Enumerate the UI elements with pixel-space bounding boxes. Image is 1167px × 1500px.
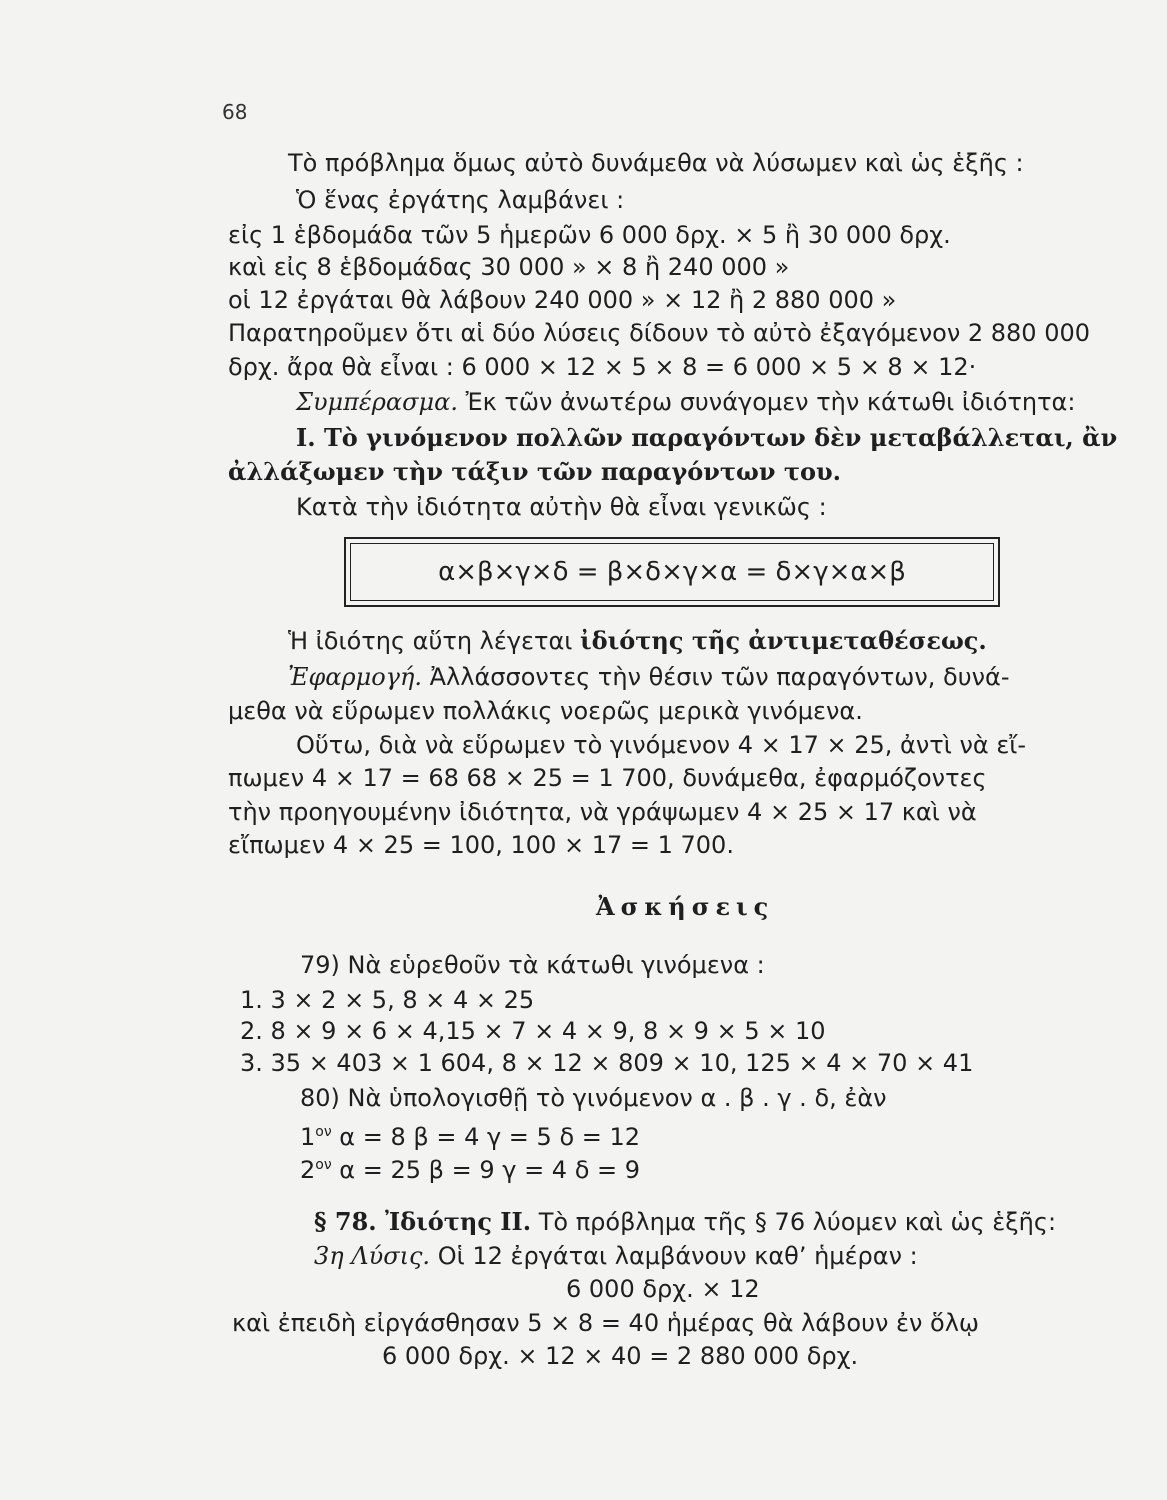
bold-statement-line: ἀλλάξωμεν τὴν τάξιν τῶν παραγόντων του.: [228, 457, 842, 486]
exercise-line: 1. 3 × 2 × 5, 8 × 4 × 25: [240, 986, 535, 1014]
text-line: μεθα νὰ εὕρωμεν πολλάκις νοερῶς μερικὰ γινόμενα.: [228, 697, 863, 725]
text-span: Ἐκ τῶν ἀνωτέρω συνάγομεν τὴν κάτωθι ἰδιότητα:: [457, 388, 1076, 416]
ordinal-suffix: ον: [315, 1157, 332, 1173]
exercise-line: 80) Νὰ ὑπολογισθῇ τὸ γινόμενον α . β . γ . δ, ἐὰν: [300, 1084, 887, 1112]
text-span: 1: [300, 1123, 316, 1151]
text-line: δρχ. ἄρα θὰ εἶναι : 6 000 × 12 × 5 × 8 = 6 000 × 5 × 8 × 12·: [228, 353, 977, 381]
text-span: 2: [300, 1156, 316, 1184]
exercise-line: 2. 8 × 9 × 6 × 4,15 × 7 × 4 × 9, 8 × 9 × 5 × 10: [240, 1017, 826, 1045]
text-line: [314, 1241, 918, 1271]
text-line: εἰς 1 ἑβδομάδα τῶν 5 ἡμερῶν 6 000 δρχ. × 5 ἢ 30 000 δρχ.: [228, 221, 951, 249]
exercise-line: 3. 35 × 403 × 1 604, 8 × 12 × 809 × 10, 125 × 4 × 70 × 41: [240, 1049, 974, 1077]
text-line: [314, 1207, 1056, 1237]
text-line: [296, 387, 1075, 417]
text-span: Τὸ πρόβλημα τῆς § 76 λύομεν καὶ ὡς ἑξῆς:: [531, 1208, 1057, 1236]
section-title: § 78. Ἰδιότης ΙΙ.: [314, 1207, 532, 1236]
text-line: Τὸ πρόβλημα ὅμως αὐτὸ δυνάμεθα νὰ λύσωμεν καὶ ὡς ἑξῆς :: [288, 149, 1024, 177]
bold-statement-line: Ι. Τὸ γινόμενον πολλῶν παραγόντων δὲν μεταβάλλεται, ἂν: [296, 423, 1118, 452]
text-span: α = 25 β = 9 γ = 4 δ = 9: [331, 1156, 641, 1184]
text-span: Ἀλλάσσοντες τὴν θέσιν τῶν παραγόντων, δυνά-: [422, 663, 1010, 691]
text-span: α = 8 β = 4 γ = 5 δ = 12: [331, 1123, 641, 1151]
bold-term: ἰδιότης τῆς ἀντιμεταθέσεως.: [580, 626, 987, 655]
text-line: καὶ ἐπειδὴ εἰργάσθησαν 5 × 8 = 40 ἡμέρας θὰ λάβουν ἐν ὅλῳ: [232, 1309, 980, 1337]
text-line: Κατὰ τὴν ἰδιότητα αὐτὴν θὰ εἶναι γενικῶς :: [296, 493, 827, 521]
formula-box: [344, 537, 1000, 607]
section-heading: Ἀσκήσεις: [596, 892, 775, 921]
text-line: οἱ 12 ἐργάται θὰ λάβουν 240 000 » × 12 ἢ 2 880 000 »: [228, 286, 897, 314]
ordinal-suffix: ον: [315, 1124, 332, 1140]
exercise-line: [300, 1117, 640, 1152]
exercise-line: 79) Νὰ εὑρεθοῦν τὰ κάτωθι γινόμενα :: [300, 951, 765, 979]
italic-term: 3η Λύσις.: [314, 1242, 431, 1270]
italic-term: Συμπέρασμα.: [296, 388, 458, 416]
text-line: εἴπωμεν 4 × 25 = 100, 100 × 17 = 1 700.: [228, 831, 734, 859]
text-line: 6 000 δρχ. × 12: [566, 1275, 760, 1303]
formula: α×β×γ×δ = β×δ×γ×α = δ×γ×α×β: [438, 557, 906, 587]
text-line: 6 000 δρχ. × 12 × 40 = 2 880 000 δρχ.: [382, 1342, 859, 1370]
text-line: [288, 662, 1010, 692]
text-line: Οὕτω, διὰ νὰ εὕρωμεν τὸ γινόμενον 4 × 17 × 25, ἀντὶ νὰ εἴ-: [296, 731, 1027, 759]
exercise-line: [300, 1150, 640, 1185]
text-line: πωμεν 4 × 17 = 68 68 × 25 = 1 700, δυνάμεθα, ἐφαρμόζοντες: [228, 764, 987, 792]
text-line: καὶ εἰς 8 ἑβδομάδας 30 000 » × 8 ἢ 240 000 »: [228, 253, 790, 281]
text-line: Παρατηροῦμεν ὅτι αἱ δύο λύσεις δίδουν τὸ αὐτὸ ἐξαγόμενον 2 880 000: [228, 319, 1091, 347]
text-line: Ὁ ἕνας ἐργάτης λαμβάνει :: [296, 186, 625, 214]
text-line: [288, 626, 987, 656]
page-number: 68: [222, 100, 248, 124]
text-line: τὴν προηγουμένην ἰδιότητα, νὰ γράψωμεν 4 × 25 × 17 καὶ νὰ: [228, 798, 977, 826]
italic-term: Ἐφαρμογή.: [288, 663, 422, 691]
text-span: Οἱ 12 ἐργάται λαμβάνουν καθ’ ἡμέραν :: [430, 1242, 918, 1270]
text-span: Ἡ ἰδιότης αὕτη λέγεται: [288, 627, 581, 655]
